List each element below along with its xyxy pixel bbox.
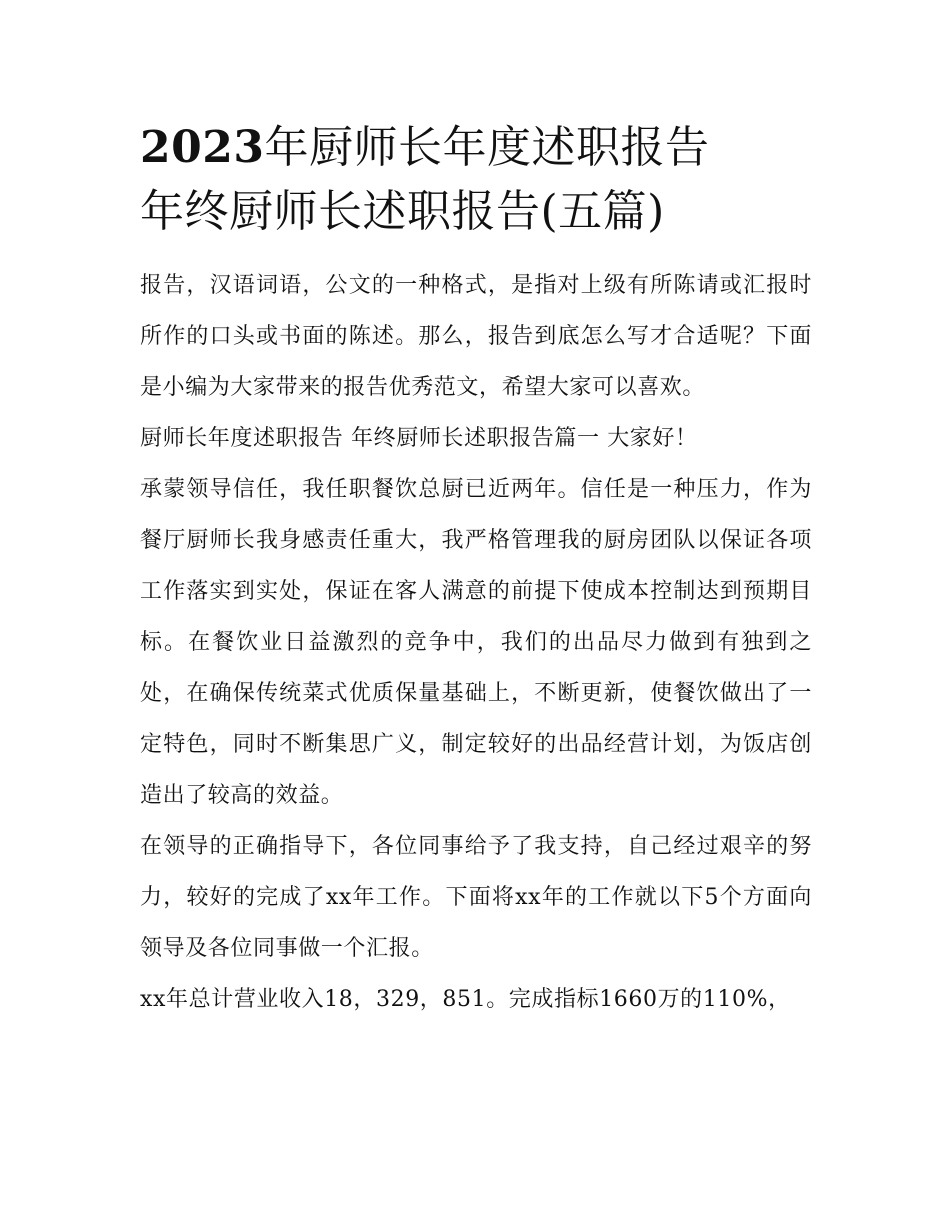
- title-line-2: 年终厨师长述职报告(五篇): [140, 186, 665, 237]
- document-title: [140, 116, 812, 244]
- paragraph-intro: 报告，汉语词语，公文的一种格式，是指对上级有所陈请或汇报时所作的口头或书面的陈述。那么，报告到底怎么写才合适呢？下面是小编为大家带来的报告优秀范文，希望大家可以喜欢。: [140, 273, 812, 400]
- document-body: [140, 260, 812, 1025]
- paragraph-body-3: xx年总计营业收入18，329，851。完成指标1660万的110%，: [140, 987, 791, 1012]
- document-content: [140, 116, 812, 1025]
- paragraph-body-1: 承蒙领导信任，我任职餐饮总厨已近两年。信任是一种压力，作为餐厅厨师长我身感责任重大，我严格管理我的厨房团队以保证各项工作落实到实处，保证在客人满意的前提下使成本控制达到预期目标。在餐饮业日益激烈的竞争中，我们的出品尽力做到有独到之处，在确保传统菜式优质保量基础上，不断更新，使餐饮做出了一定特色，同时不断集思广义，制定较好的出品经营计划，为饭店创造出了较高的效益。: [140, 477, 812, 808]
- paragraph-body-2: 在领导的正确指导下，各位同事给予了我支持，自己经过艰辛的努力，较好的完成了xx年工作。下面将xx年的工作就以下5个方面向领导及各位同事做一个汇报。: [140, 834, 812, 961]
- title-line-1: [140, 116, 812, 180]
- title-line-1-text: 年厨师长年度述职报告: [264, 122, 710, 173]
- title-year: 2023: [140, 122, 265, 173]
- paragraph-section-heading: 厨师长年度述职报告 年终厨师长述职报告篇一 大家好！: [140, 426, 698, 451]
